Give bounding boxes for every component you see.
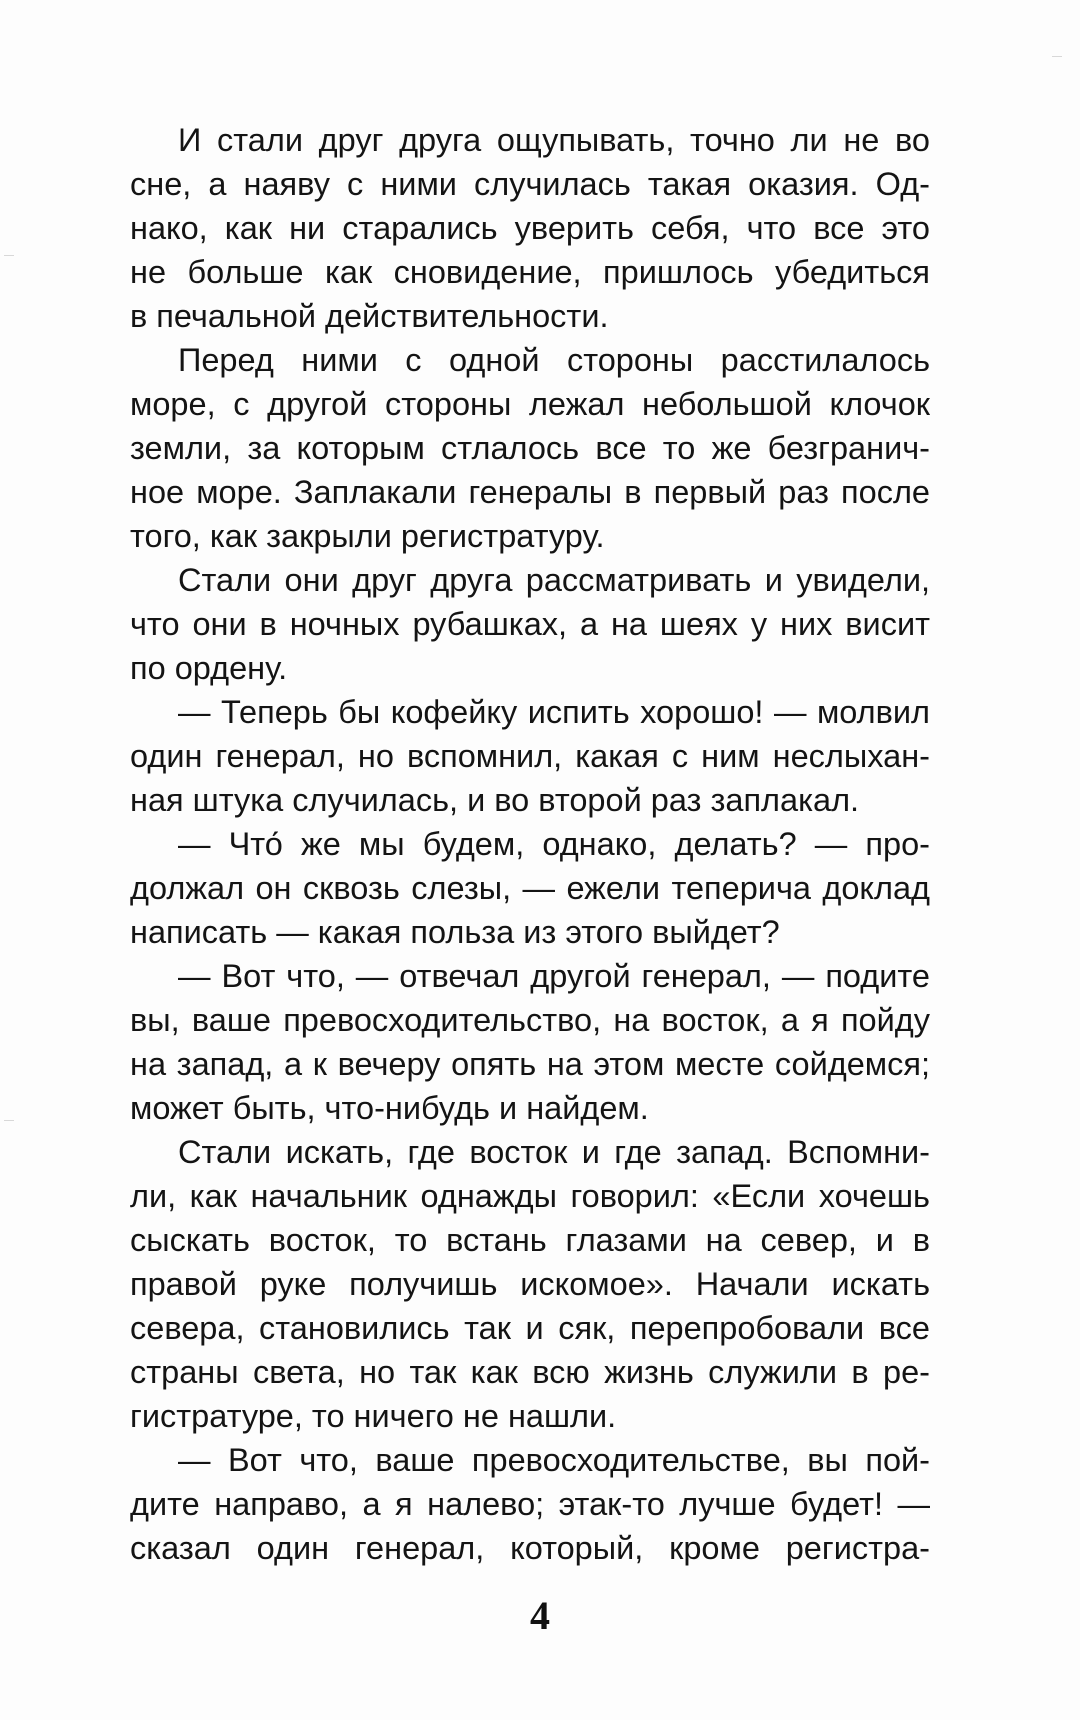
text-line: — Что́ же мы будем, однако, делать? — про- <box>178 826 930 862</box>
paragraph <box>130 954 930 1130</box>
text-line: земли, за которым стлалось все то же безгранич- <box>130 430 930 466</box>
text-line: — Вот что, — отвечал другой генерал, — подите <box>178 958 930 994</box>
text-line: написать — какая польза из этого выйдет? <box>130 914 780 950</box>
text-line: нако, как ни старались уверить себя, что все это <box>130 210 930 246</box>
text-line: что они в ночных рубашках, а на шеях у них висит <box>130 606 930 642</box>
text-line: сыскать восток, то встань глазами на север, и в <box>130 1222 930 1258</box>
text-line: дите направо, а я налево; этак-то лучше будет! — <box>130 1486 930 1522</box>
text-line: севера, становились так и сяк, перепробовали все <box>130 1310 930 1346</box>
text-line: не больше как сновидение, пришлось убедиться <box>130 254 930 290</box>
text-line: на запад, а к вечеру опять на этом месте сойдемся; <box>130 1046 930 1082</box>
text-line: ное море. Заплакали генералы в первый раз после <box>130 474 930 510</box>
page-number: 4 <box>530 1593 550 1638</box>
paragraph <box>130 1438 930 1570</box>
text-line: сказал один генерал, который, кроме регистра- <box>130 1530 930 1566</box>
text-line: сне, а наяву с ними случилась такая оказия. Од- <box>130 166 930 202</box>
text-line: того, как закрыли регистратуру. <box>130 518 605 554</box>
body-text <box>130 118 930 1570</box>
text-line: — Теперь бы кофейку испить хорошо! — молвил <box>178 694 930 730</box>
paragraph <box>130 338 930 558</box>
text-line: вы, ваше превосходительство, на восток, а я пойду <box>130 1002 930 1038</box>
text-line: ли, как начальник однажды говорил: «Если хочешь <box>130 1178 930 1214</box>
scan-mark-left <box>4 255 14 256</box>
text-line: один генерал, но вспомнил, какая с ним неслыхан- <box>130 738 930 774</box>
text-line: в печальной действительности. <box>130 298 609 334</box>
text-line: должал он сквозь слезы, — ежели теперича доклад <box>130 870 930 906</box>
text-line: — Вот что, ваше превосходительстве, вы пой- <box>178 1442 930 1478</box>
paragraph <box>130 1130 930 1438</box>
scan-mark-top-right <box>1052 56 1062 57</box>
text-line: гистратуре, то ничего не нашли. <box>130 1398 617 1434</box>
paragraph <box>130 558 930 690</box>
paragraph <box>130 690 930 822</box>
text-line: Перед ними с одной стороны расстилалось <box>178 342 930 378</box>
text-line: море, с другой стороны лежал небольшой клочок <box>130 386 930 422</box>
paragraph <box>130 118 930 338</box>
paragraph <box>130 822 930 954</box>
text-line: по ордену. <box>130 650 288 686</box>
text-line: страны света, но так как всю жизнь служили в ре- <box>130 1354 930 1390</box>
text-line: Стали искать, где восток и где запад. Вспомни- <box>178 1134 930 1170</box>
text-line: И стали друг друга ощупывать, точно ли не во <box>178 122 930 158</box>
text-line: может быть, что-нибудь и найдем. <box>130 1090 649 1126</box>
text-line: ная штука случилась, и во второй раз заплакал. <box>130 782 860 818</box>
text-line: Стали они друг друга рассматривать и увидели, <box>178 562 930 598</box>
scan-mark-left-lower <box>4 1120 14 1121</box>
text-line: правой руке получишь искомое». Начали искать <box>130 1266 930 1302</box>
